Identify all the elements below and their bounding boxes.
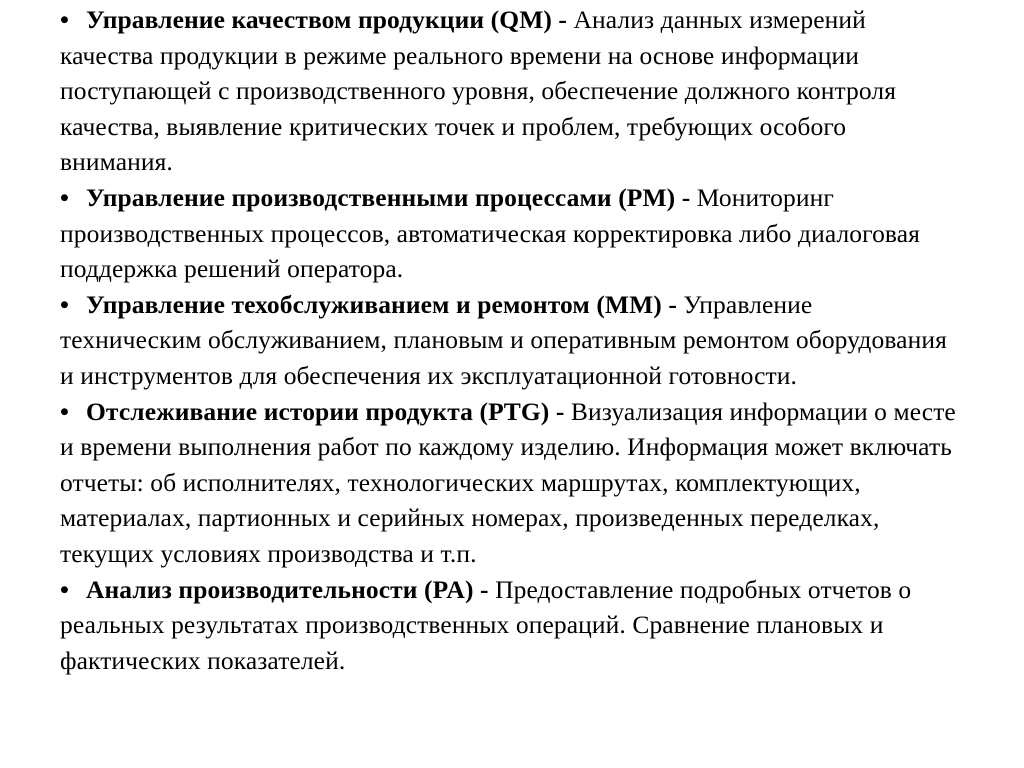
list-item-pm (60, 180, 960, 287)
bullet-icon: • (60, 5, 70, 34)
bullet-icon: • (60, 182, 70, 212)
item-term: Управление техобслуживанием и ремонтом (MM) - (86, 289, 677, 319)
item-term: Управление качеством продукции (QM) - (86, 5, 568, 34)
item-description: Мониторинг производственных процессов, автоматическая корректировка либо диалоговая поддержка решений оператора. (60, 182, 920, 284)
item-term: Отслеживание истории продукта (PTG) - (86, 396, 565, 426)
list-item-mm (60, 287, 960, 394)
bullet-icon: • (60, 289, 70, 319)
item-description: Визуализация информации о месте и времени выполнения работ по каждому изделию. Информация может включать отчеты: об исполнителях, технологических маршрутах, комплектующих, материалах, партионных и серийных номерах, произведенных переделках, текущих условиях производства и т.п. (60, 396, 956, 568)
item-term: Анализ производительности (PA) - (86, 574, 489, 604)
item-term: Управление производственными процессами (PM) - (86, 182, 691, 212)
bullet-icon: • (60, 396, 70, 426)
list-item-qm (60, 2, 960, 180)
bullet-list (60, 2, 960, 678)
bullet-icon: • (60, 574, 70, 604)
item-description: Предоставление подробных отчетов о реальных результатах производственных операций. Сравнение плановых и фактических показателей. (60, 574, 912, 675)
item-description: Анализ данных измерений качества продукции в режиме реального времени на основе информации поступающей с производственного уровня, обеспечение должного контроля качества, выявление критических точек и проблем, требующих особого внимания. (60, 5, 897, 177)
item-description: Управление техническим обслуживанием, плановым и оперативным ремонтом оборудования и инструментов для обеспечения их эксплуатационной готовности. (60, 289, 947, 390)
list-item-ptg (60, 394, 960, 572)
list-item-pa (60, 572, 960, 679)
